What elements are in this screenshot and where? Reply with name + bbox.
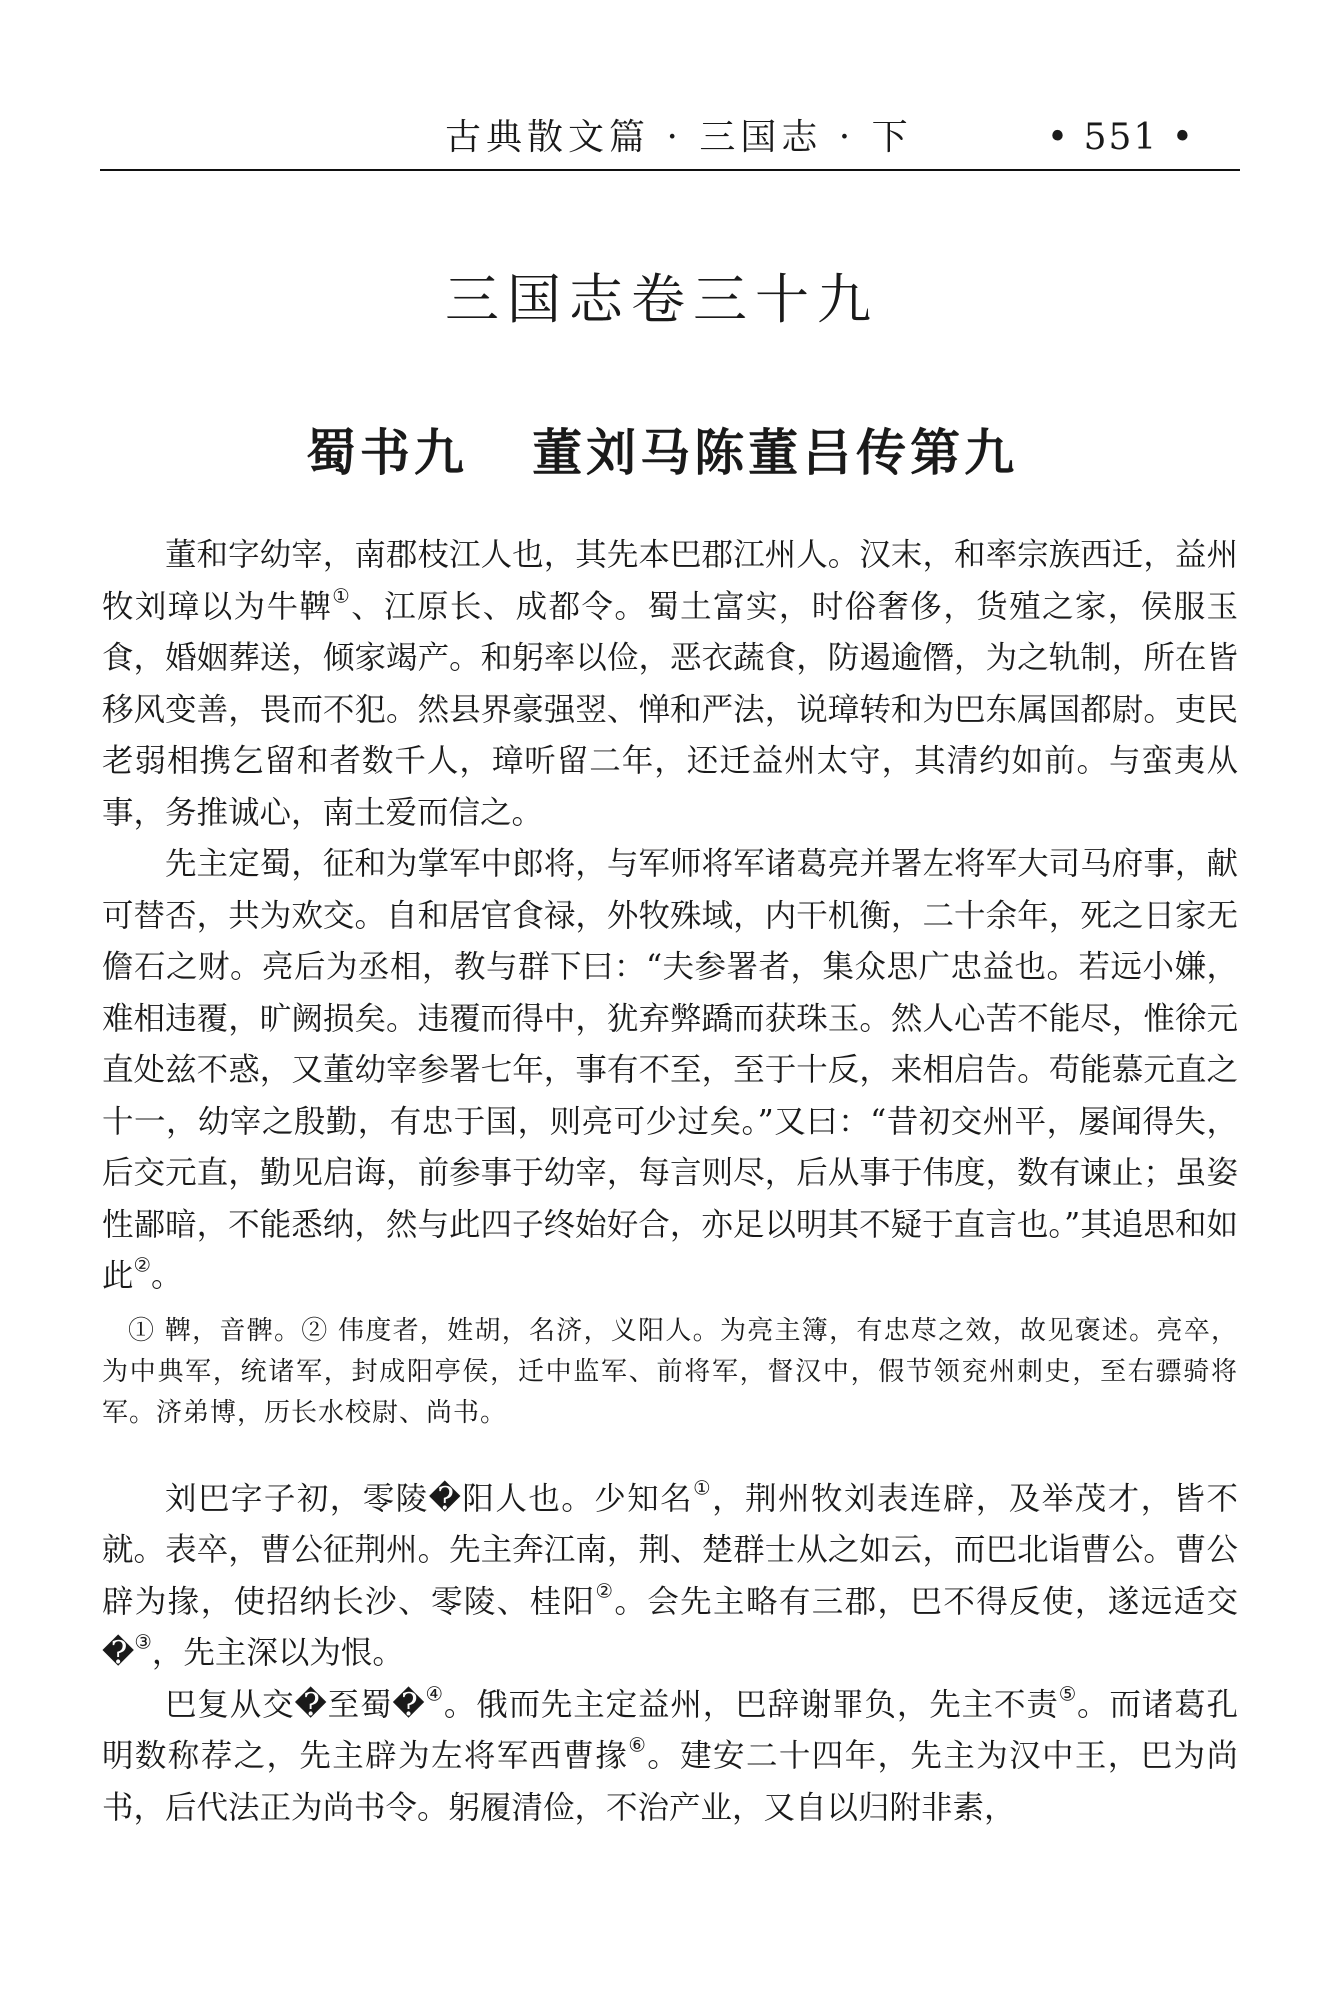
body-paragraph (102, 839, 1238, 1303)
footnote-ref: ⑥ (628, 1733, 648, 1757)
footnote-ref: ③ (134, 1630, 152, 1654)
chapter-title (0, 418, 1324, 488)
paragraph-text: 先主定蜀，征和为掌军中郎将，与军师将军诸葛亮并署左将军大司马府事，献可替否，共为欢交。自和居官食禄，外牧殊域，内干机衡，二十余年，死之日家无儋石之财。亮后为丞相，教与群下曰：“夫参署者，集众思广忠益也。若远小嫌，难相违覆，旷阙损矣。违覆而得中，犹弃弊蹻而获珠玉。然人心苦不能尽，惟徐元直处兹不惑，又董幼宰参署七年，事有不至，至于十反，来相启告。苟能慕元直之十一，幼宰之殷勤，有忠于国，则亮可少过矣。”又曰：“昔初交州平，屡闻得失，后交元直，勤见启诲，前参事于幼宰，每言则尽，后从事于伟度，数有谏止；虽姿性鄙暗，不能悉纳，然与此四子终始好合，亦足以明其不疑于直言也。”其追思和如此 (102, 846, 1238, 1294)
footnote-ref: ① (693, 1475, 713, 1499)
section-liu-ba (102, 1474, 1238, 1835)
paragraph-text: 、江原长、成都令。蜀土富实，时俗奢侈，货殖之家，侯服玉食，婚姻葬送，倾家竭产。和躬率以俭，恶衣蔬食，防遏逾僭，为之轨制，所在皆移风变善，畏而不犯。然县界豪强翌、惮和严法，说璋转和为巴东属国都尉。吏民老弱相携乞留和者数千人，璋听留二年，还迁益州太守，其清约如前。与蛮夷从事，务推诚心，南土爱而信之。 (102, 588, 1238, 831)
paragraph-text: 。会先主略有三郡，巴不得反使，遂远适交� (102, 1583, 1238, 1671)
body-paragraph (102, 530, 1238, 839)
paragraph-text: 。而诸葛孔明数称荐之，先主辟为左将军西曹掾 (102, 1686, 1238, 1774)
paragraph-text: 巴复从交�至蜀� (165, 1686, 425, 1723)
paragraph-text: 。俄而先主定益州，巴辞谢罪负，先主不责 (443, 1686, 1059, 1723)
chapter-name: 董刘马陈董吕传第九 (532, 424, 1019, 482)
page-number: • 551 • (1046, 117, 1195, 158)
footnote-ref: ⑤ (1058, 1681, 1078, 1705)
header-rule (100, 169, 1240, 171)
section-dong-he (102, 530, 1238, 1303)
footnote-ref: ① (332, 583, 352, 607)
paragraph-text: ，先主深以为恨。 (151, 1635, 404, 1671)
main-text (102, 530, 1238, 1834)
section-gap (102, 1434, 1238, 1474)
body-paragraph (102, 1474, 1238, 1680)
paragraph-text: ，荆州牧刘表连辟，及举茂才，皆不就。表卒，曹公征荆州。先主奔江南，荆、楚群士从之如云，而巴北诣曹公。曹公辟为掾，使招纳长沙、零陵、桂阳 (102, 1480, 1238, 1620)
chapter-book: 蜀书九 (305, 424, 468, 482)
footnote-ref: ② (595, 1578, 615, 1602)
footnote-ref: ② (133, 1253, 152, 1277)
volume-title: 三国志卷三十九 (445, 268, 879, 331)
page-header (100, 108, 1240, 168)
paragraph-text: 刘巴字子初，零陵�阳人也。少知名 (165, 1480, 694, 1517)
paragraph-text: 。建安二十四年，先主为汉中王，巴为尚书，后代法正为尚书令。躬履清俭，不治产业，又自以归附非素， (102, 1738, 1238, 1826)
running-title: 古典散文篇 · 三国志 · 下 (445, 117, 913, 158)
paragraph-text: 。 (151, 1258, 183, 1294)
body-paragraph (102, 1680, 1238, 1835)
footnote-ref: ④ (424, 1681, 444, 1705)
footnote-block: ① 鞞，音髀。② 伟度者，姓胡，名济，义阳人。为亮主簿，有忠荩之效，故见褒述。亮卒，为中典军，统诸军，封成阳亭侯，迁中监军、前将军，督汉中，假节领兖州刺史，至右骠骑将军。济弟博，历长水校尉、尚书。 (102, 1315, 1238, 1428)
paragraph-text: 董和字幼宰，南郡枝江人也，其先本巴郡江州人。汉末，和率宗族西迁，益州牧刘璋以为牛鞞 (102, 537, 1238, 625)
